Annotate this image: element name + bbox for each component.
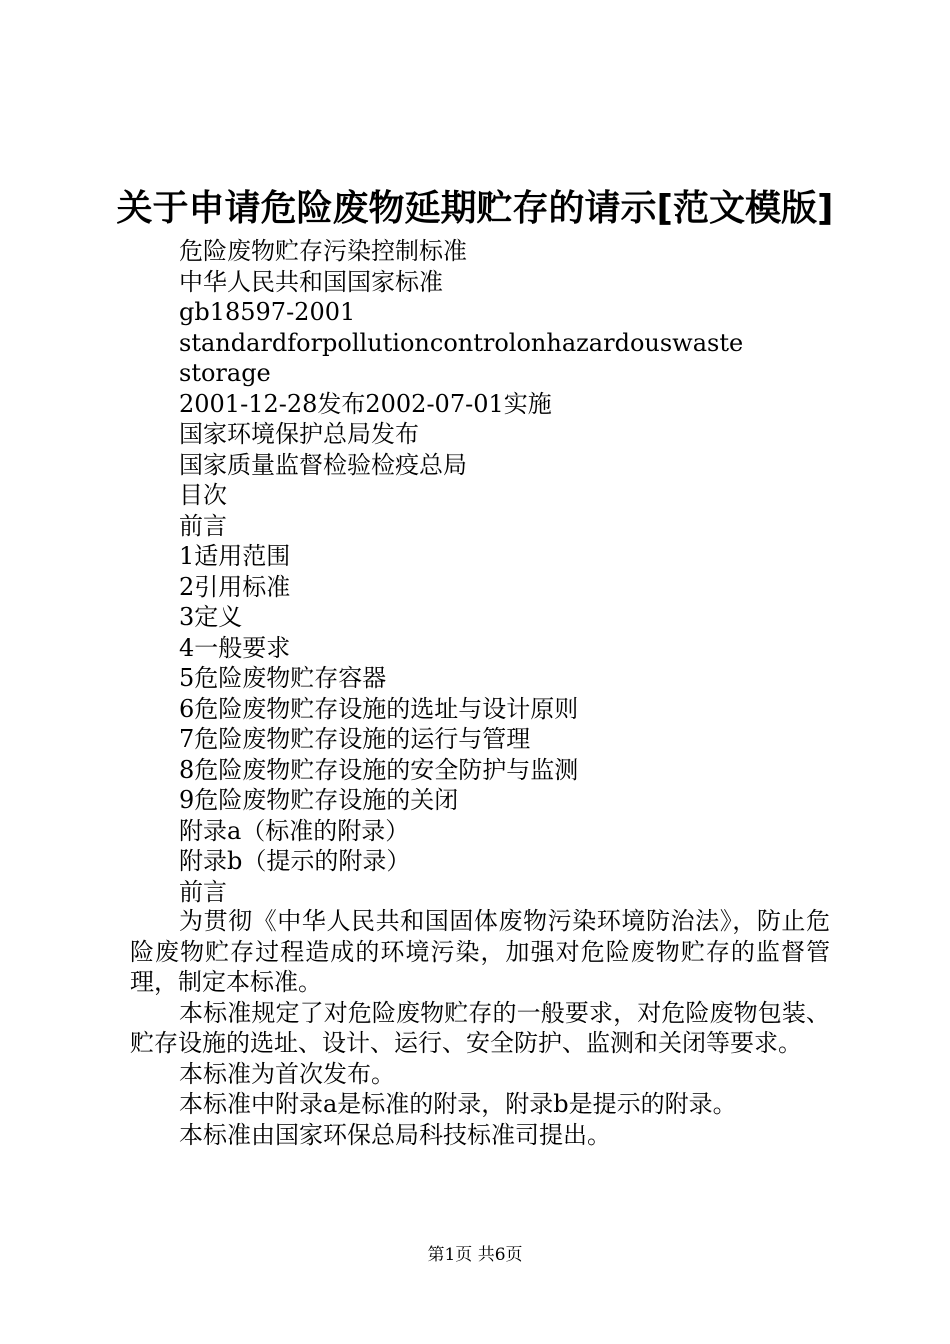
standard-name-line: 危险废物贮存污染控制标准: [179, 237, 467, 265]
dates-line: 2001-12-28发布2002-07-01实施: [179, 389, 552, 418]
toc-item: 6危险废物贮存设施的选址与设计原则: [179, 694, 579, 723]
toc-item: 2引用标准: [179, 572, 291, 601]
toc-item: 1适用范围: [179, 542, 291, 570]
document-header-lines: [179, 236, 839, 907]
document-title: 关于申请危险废物延期贮存的请示[范文模版]: [116, 188, 834, 229]
section-heading-foreword: 前言: [179, 877, 227, 906]
standard-category-line: 中华人民共和国国家标准: [179, 267, 443, 296]
paragraph: 本标准为首次发布。: [179, 1059, 395, 1088]
page-footer: 第1页 共6页: [427, 1245, 523, 1265]
english-title-line: standardforpollutioncontrolonhazardouswaste: [179, 328, 744, 357]
standard-number-line: gb18597-2001: [179, 298, 356, 326]
toc-item: 9危险废物贮存设施的关闭: [179, 786, 459, 814]
paragraph: 为贯彻《中华人民共和国固体废物污染环境防治法》，防止危险废物贮存过程造成的环境污染，加强对危险废物贮存的监督管理，制定本标准。: [130, 907, 830, 996]
toc-item: 4一般要求: [179, 633, 291, 662]
paragraph: 本标准由国家环保总局科技标准司提出。: [179, 1120, 611, 1149]
issuer-line: 国家环境保护总局发布: [179, 420, 419, 448]
english-title-line-2: storage: [179, 359, 271, 387]
toc-item: 附录b（提示的附录）: [179, 847, 411, 875]
issuer-line-2: 国家质量监督检验检疫总局: [179, 450, 467, 479]
toc-item: 3定义: [179, 603, 243, 631]
toc-heading: 目次: [179, 481, 227, 509]
paragraph: 本标准规定了对危险废物贮存的一般要求，对危险废物包装、贮存设施的选址、设计、运行、安全防护、监测和关闭等要求。: [130, 998, 830, 1057]
toc-item: 附录a（标准的附录）: [179, 816, 410, 845]
toc-item: 8危险废物贮存设施的安全防护与监测: [179, 755, 579, 784]
paragraph: 本标准中附录a是标准的附录，附录b是提示的附录。: [179, 1090, 737, 1118]
toc-item: 5危险废物贮存容器: [179, 664, 387, 692]
body-paragraphs: [130, 906, 830, 1150]
toc-item: 前言: [179, 511, 227, 540]
toc-item: 7危险废物贮存设施的运行与管理: [179, 725, 531, 753]
